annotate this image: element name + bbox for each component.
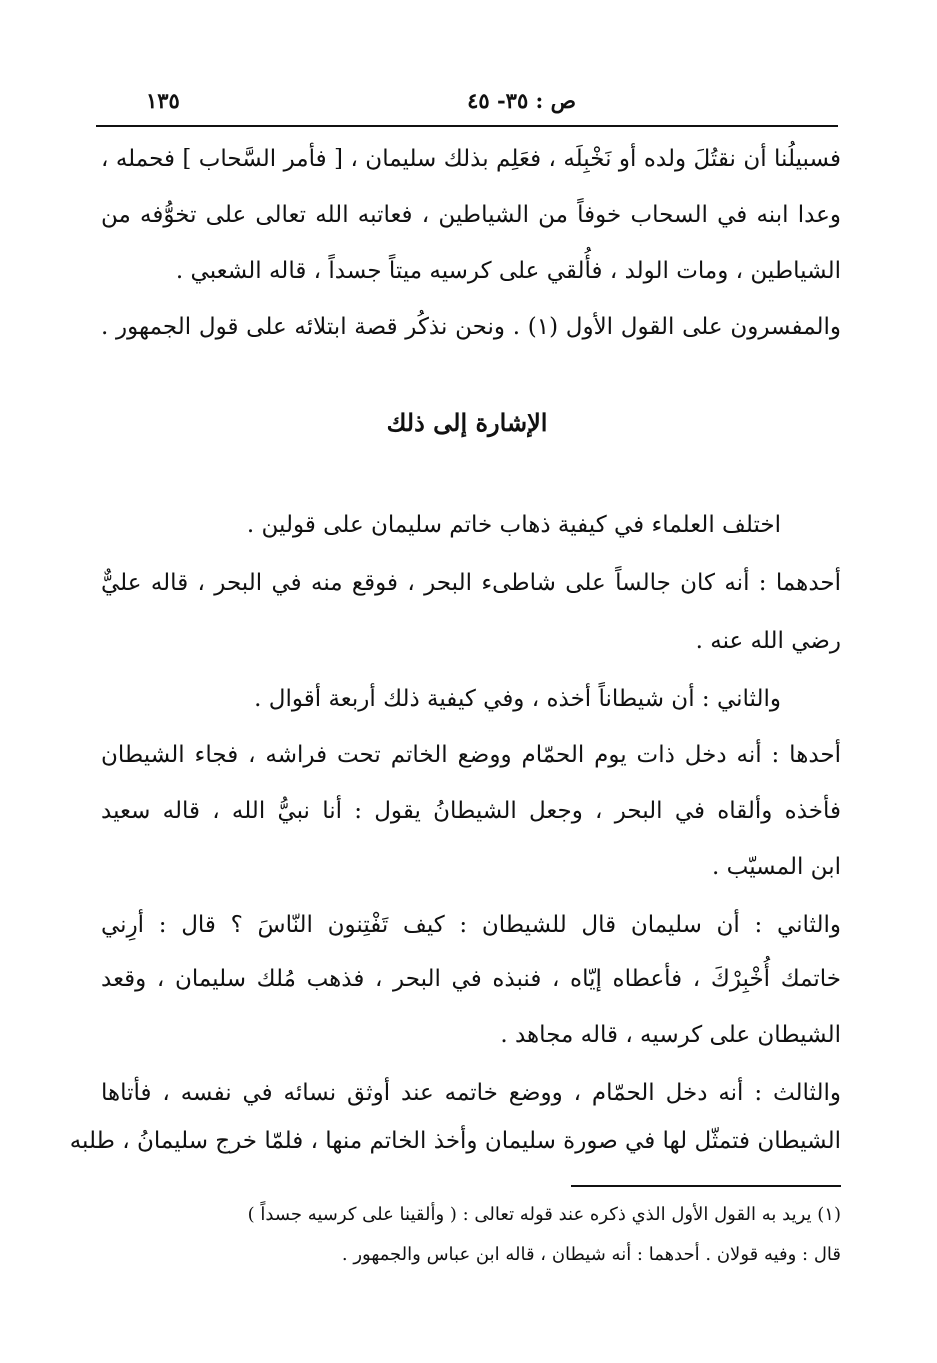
text-line: اختلف العلماء في كيفية ذهاب خاتم سليمان على قولين .	[246, 512, 781, 538]
text-line: والثاني : أن شيطاناً أخذه ، وفي كيفية ذلك أربعة أقوال .	[254, 686, 781, 712]
text-line: والثاني : أن سليمان قال للشيطان : كيف تَفْتِنون النّاسَ ؟ قال : أرِني	[101, 912, 841, 938]
text-line: الشيطان فتمثّل لها في صورة سليمان وأخذ الخاتم منها ، فلمّا خرج سليمانُ ، طلبه	[69, 1128, 841, 1154]
text-line: فأخذه وألقاه في البحر ، وجعل الشيطانُ يقول : أنا نبيُّ الله ، قاله سعيد	[101, 798, 841, 824]
text-line: رضي الله عنه .	[695, 628, 841, 654]
text-line: والثالث : أنه دخل الحمّام ، ووضع خاتمه عند أوثق نسائه في نفسه ، فأتاها	[101, 1080, 841, 1106]
text-line: أحدها : أنه دخل ذات يوم الحمّام ووضع الخاتم تحت فراشه ، فجاء الشيطان	[101, 742, 841, 768]
section-heading: الإشارة إلى ذلك	[386, 408, 548, 437]
page-number: ١٣٥	[146, 88, 180, 113]
text-line: والمفسرون على القول الأول (١) . ونحن نذكُر قصة ابتلائه على قول الجمهور .	[101, 314, 841, 340]
text-line: ابن المسيّب .	[712, 854, 841, 880]
surah-reference: ص : ٣٥- ٤٥	[467, 88, 576, 113]
footnote-rule	[571, 1185, 841, 1187]
text-line: الشياطين ، ومات الولد ، فأُلقي على كرسيه ميتاً جسداً ، قاله الشعبي .	[175, 258, 841, 284]
page-header	[96, 82, 836, 122]
text-line: خاتمك أُخْبِرْكَ ، فأعطاه إيّاه ، فنبذه في البحر ، فذهب مُلك سليمان ، وقعد	[101, 966, 841, 992]
text-line: وعدا ابنه في السحاب خوفاً من الشياطين ، فعاتبه الله تعالى على تخوُّفه من	[101, 202, 841, 228]
text-line: أحدهما : أنه كان جالساً على شاطىء البحر ، فوقع منه في البحر ، قاله عليٌّ	[101, 570, 841, 596]
footnote-line: قال : وفيه قولان . أحدهما : أنه شيطان ، قاله ابن عباس والجمهور .	[341, 1244, 841, 1265]
footnote-line: (١) يريد به القول الأول الذي ذكره عند قوله تعالى : ( وألقينا على كرسيه جسداً )	[247, 1204, 841, 1225]
text-line: فسبيلُنا أن نقتُلَ ولده أو نَخْبِلَه ، فعَلِم بذلك سليمان ، [ فأمر السَّحاب ] فحمله ،	[101, 146, 841, 172]
header-rule	[96, 125, 838, 127]
text-line: الشيطان على كرسيه ، قاله مجاهد .	[500, 1022, 841, 1048]
